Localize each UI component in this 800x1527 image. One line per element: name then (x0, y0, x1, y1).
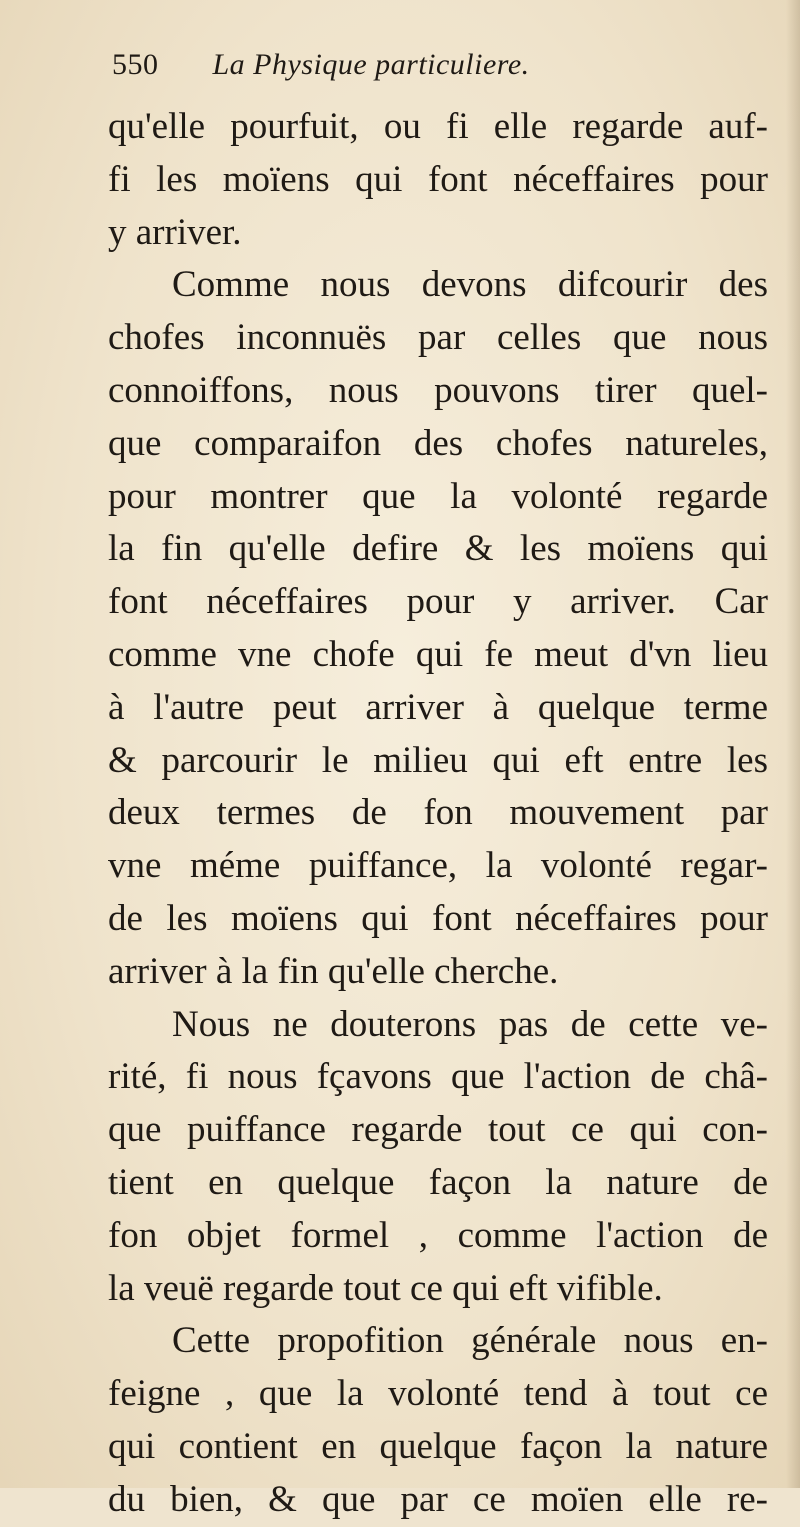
text-line: de les moïens qui font néceffaires pour (108, 897, 768, 939)
text-line: fon objet formel , comme l'action de (108, 1214, 768, 1256)
text-line: feigne , que la volonté tend à tout ce (108, 1373, 768, 1415)
text-line: vne méme puiffance, la volonté regar- (108, 845, 768, 887)
page-number: 550 (112, 48, 159, 81)
text-line: arriver à la fin qu'elle cherche. (108, 950, 559, 992)
text-line: que comparaifon des chofes natureles, (108, 422, 768, 464)
text-line: & parcourir le milieu qui eft entre les (108, 739, 768, 781)
running-title: La Physique particuliere. (212, 48, 530, 81)
text-line: Comme nous devons difcourir des (172, 264, 768, 306)
text-line: la fin qu'elle defire & les moïens qui (108, 528, 768, 570)
text-line: tient en quelque façon la nature de (108, 1161, 768, 1203)
text-line: qu'elle pourfuit, ou fi elle regarde auf- (108, 106, 768, 147)
text-line: Cette propofition générale nous en- (172, 1320, 768, 1362)
body-text (108, 101, 768, 1527)
text-line: fi les moïens qui font néceffaires pour (108, 158, 768, 200)
text-line: y arriver. (108, 211, 242, 253)
text-line: que puiffance regarde tout ce qui con- (108, 1109, 768, 1151)
text-line: deux termes de fon mouvement par (108, 792, 768, 834)
text-line: à l'autre peut arriver à quelque terme (108, 686, 768, 728)
text-line: Nous ne douterons pas de cette ve- (172, 1003, 768, 1045)
text-line: chofes inconnuës par celles que nous (108, 317, 768, 359)
text-line: rité, fi nous fçavons que l'action de châ- (108, 1056, 768, 1098)
text-line: comme vne chofe qui fe meut d'vn lieu (108, 633, 768, 675)
text-line: font néceffaires pour y arriver. Car (108, 581, 768, 623)
text-line: la veuë regarde tout ce qui eft vifible. (108, 1267, 663, 1309)
text-line: pour montrer que la volonté regarde (108, 475, 768, 517)
text-line: qui contient en quelque façon la nature (108, 1425, 768, 1467)
running-head (112, 48, 720, 90)
text-line: du bien, & que par ce moïen elle re- (108, 1478, 768, 1520)
text-line: connoiffons, nous pouvons tirer quel- (108, 369, 768, 411)
